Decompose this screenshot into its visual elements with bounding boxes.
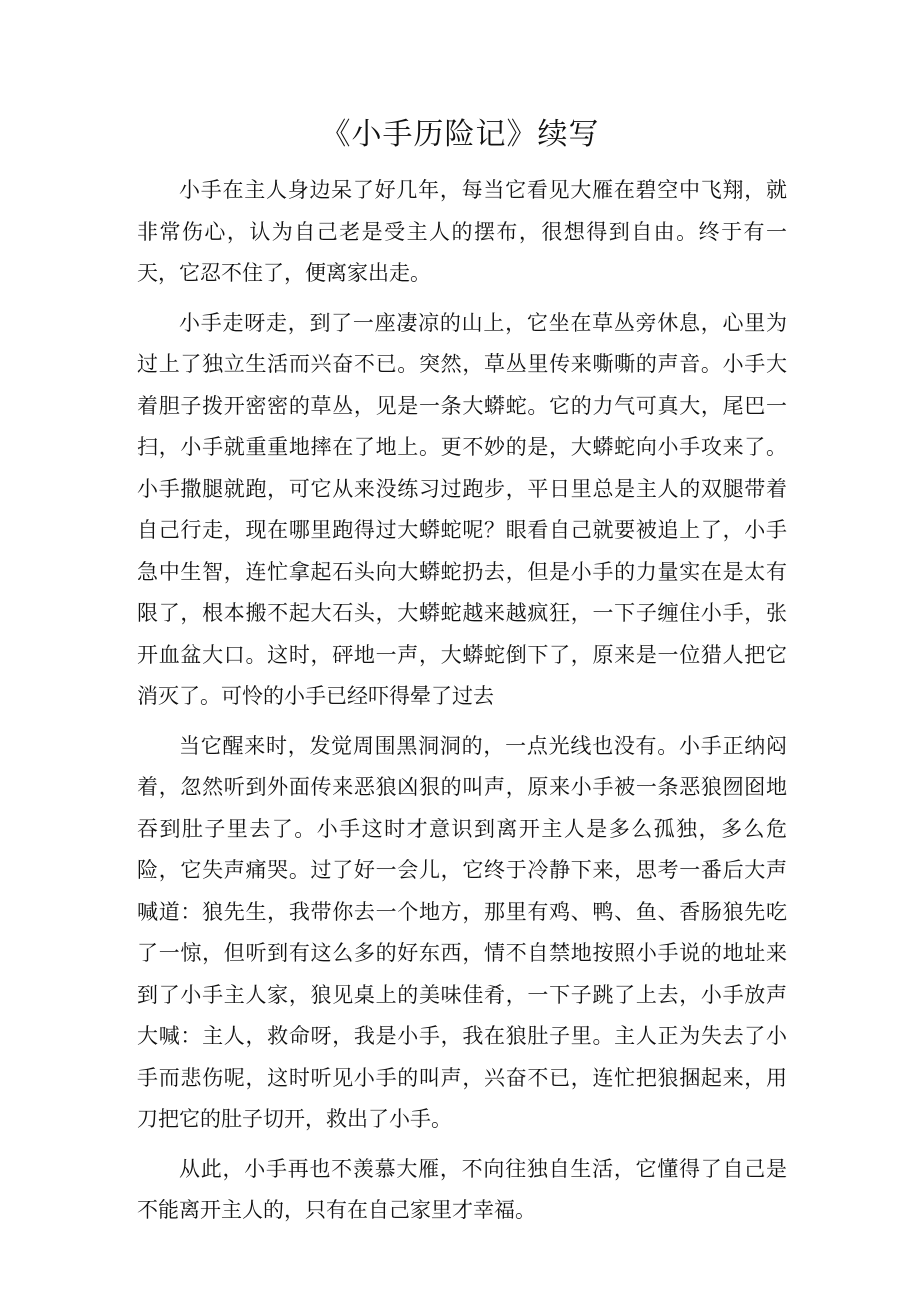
paragraph-1: 小手在主人身边呆了好几年，每当它看见大雁在碧空中飞翔，就非常伤心，认为自己老是受主人的摆布，很想得到自由。终于有一天，它忍不住了，便离家出走。: [137, 178, 787, 285]
document-body: [137, 170, 787, 1240]
paragraph-4: 从此，小手再也不羡慕大雁，不向往独自生活，它懂得了自己是不能离开主人的，只有在自己家里才幸福。: [137, 1156, 787, 1222]
paragraph-2: 小手走呀走，到了一座凄凉的山上，它坐在草丛旁休息，心里为过上了独立生活而兴奋不已。突然，草丛里传来嘶嘶的声音。小手大着胆子拨开密密的草丛，见是一条大蟒蛇。它的力气可真大，尾巴一扫，小手就重重地摔在了地上。更不妙的是，大蟒蛇向小手攻来了。小手撒腿就跑，可它从来没练习过跑步，平日里总是主人的双腿带着自己行走，现在哪里跑得过大蟒蛇呢？眼看自己就要被追上了，小手急中生智，连忙拿起石头向大蟒蛇扔去，但是小手的力量实在是太有限了，根本搬不起大石头，大蟒蛇越来越疯狂，一下子缠住小手，张开血盆大口。这时，砰地一声，大蟒蛇倒下了，原来是一位猎人把它消灭了。可怜的小手已经吓得晕了过去: [137, 310, 787, 708]
paragraph-3: 当它醒来时，发觉周围黑洞洞的，一点光线也没有。小手正纳闷着，忽然听到外面传来恶狼凶狠的叫声，原来小手被一条恶狼囫囵地吞到肚子里去了。小手这时才意识到离开主人是多么孤独，多么危险，它失声痛哭。过了好一会儿，它终于冷静下来，思考一番后大声喊道：狼先生，我带你去一个地方，那里有鸡、鸭、鱼、香肠狼先吃了一惊，但听到有这么多的好东西，情不自禁地按照小手说的地址来到了小手主人家，狼见桌上的美味佳肴，一下子跳了上去，小手放声大喊：主人，救命呀，我是小手，我在狼肚子里。主人正为失去了小手而悲伤呢，这时听见小手的叫声，兴奋不已，连忙把狼捆起来，用刀把它的肚子切开，救出了小手。: [137, 733, 787, 1131]
document-title: 《小手历险记》续写: [320, 117, 600, 152]
